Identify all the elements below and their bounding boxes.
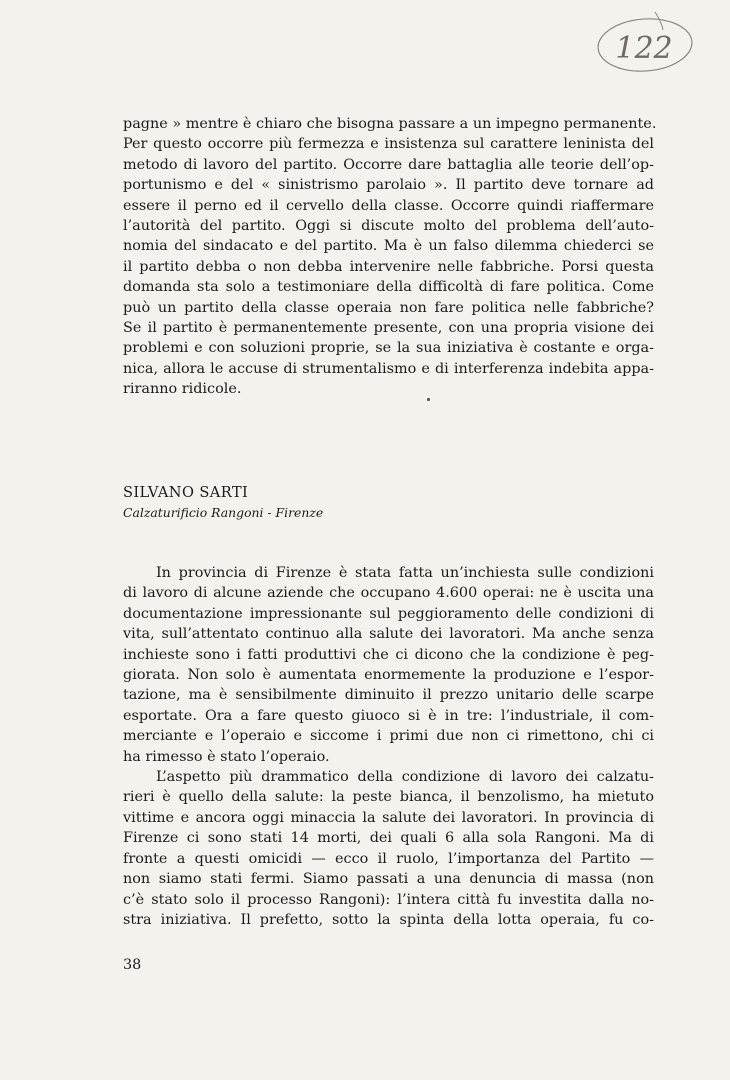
text-line: rieri è quello della salute: la peste bianca, il benzolismo, ha mietuto — [123, 789, 654, 806]
stamp-circle-icon — [593, 8, 697, 78]
text-line: tazione, ma è sensibilmente diminuito il prezzo unitario delle scarpe — [123, 687, 654, 704]
text-line: ha rimesso è stato l’operaio. — [123, 748, 330, 765]
text-line: c’è stato solo il processo Rangoni): l’intera città fu investita dalla no- — [123, 891, 654, 908]
text-line: non siamo stati fermi. Siamo passati a una denuncia di massa (non — [123, 871, 654, 888]
text-line: In provincia di Firenze è stata fatta un’inchiesta sulle condizioni — [156, 565, 654, 581]
footer-page-number: 38 — [123, 957, 142, 973]
text-line: portunismo e del « sinistrismo parolaio ». Il partito deve tornare ad — [123, 177, 654, 194]
text-line: il partito debba o non debba intervenire nelle fabbriche. Porsi questa — [123, 258, 654, 275]
stamp-number: 122 — [615, 31, 673, 66]
text-line: esportate. Ora a fare questo giuoco si è in tre: l’industriale, il com- — [123, 707, 654, 724]
text-line: riranno ridicole. — [123, 381, 242, 398]
text-line: fronte a questi omicidi — ecco il ruolo, l’importanza del Partito — — [123, 850, 654, 867]
handwritten-page-stamp — [593, 8, 697, 78]
text-line: Per questo occorre più fermezza e insistenza sul carattere leninista del — [123, 136, 654, 153]
text-line: l’autorità del partito. Oggi si discute molto del problema dell’auto- — [123, 218, 654, 235]
text-line: Firenze ci sono stati 14 morti, dei quali 6 alla sola Rangoni. Ma di — [123, 830, 654, 847]
text-line: nica, allora le accuse di strumentalismo e di interferenza indebita appa- — [123, 360, 654, 377]
text-line: essere il perno ed il cervello della classe. Occorre quindi riaffermare — [123, 197, 654, 214]
speaker-name: SILVANO SARTI — [123, 484, 249, 501]
text-line: merciante e l’operaio e siccome i primi due non ci rimettono, chi ci — [123, 728, 654, 745]
text-line: di lavoro di alcune aziende che occupano 4.600 operai: ne è uscita una — [123, 585, 654, 602]
text-line: L’aspetto più drammatico della condizione di lavoro dei calzatu- — [156, 769, 654, 786]
text-line: vittime e ancora oggi minaccia la salute dei lavoratori. In provincia di — [123, 809, 654, 826]
paragraph-continuation — [123, 114, 657, 400]
text-line: nomia del sindacato e del partito. Ma è un falso dilemma chiederci se — [123, 238, 654, 255]
stray-ink-mark — [427, 398, 430, 401]
speech-paragraph-1 — [123, 563, 654, 930]
speaker-affiliation: Calzaturificio Rangoni - Firenze — [123, 505, 324, 520]
text-line: può un partito della classe operaia non fare politica nelle fabbriche? — [123, 299, 654, 316]
text-line: stra iniziativa. Il prefetto, sotto la spinta della lotta operaia, fu co- — [123, 911, 654, 928]
text-line: metodo di lavoro del partito. Occorre dare battaglia alle teorie dell’op- — [123, 156, 654, 173]
text-line: documentazione impressionante sul peggioramento delle condizioni di — [123, 605, 654, 622]
text-line: pagne » mentre è chiaro che bisogna passare a un impegno permanente. — [123, 116, 657, 132]
text-line: Se il partito è permanentemente presente, con una propria visione dei — [123, 320, 654, 337]
text-line: domanda sta solo a testimoniare della difficoltà di fare politica. Come — [123, 279, 654, 296]
text-line: problemi e con soluzioni proprie, se la sua iniziativa è costante e orga- — [123, 340, 654, 357]
text-line: inchieste sono i fatti produttivi che ci dicono che la condizione è peg- — [123, 646, 654, 663]
text-line: vita, sull’attentato continuo alla salute dei lavoratori. Ma anche senza — [123, 626, 654, 643]
text-line: giorata. Non solo è aumentata enormemente la produzione e l’espor- — [123, 667, 654, 684]
